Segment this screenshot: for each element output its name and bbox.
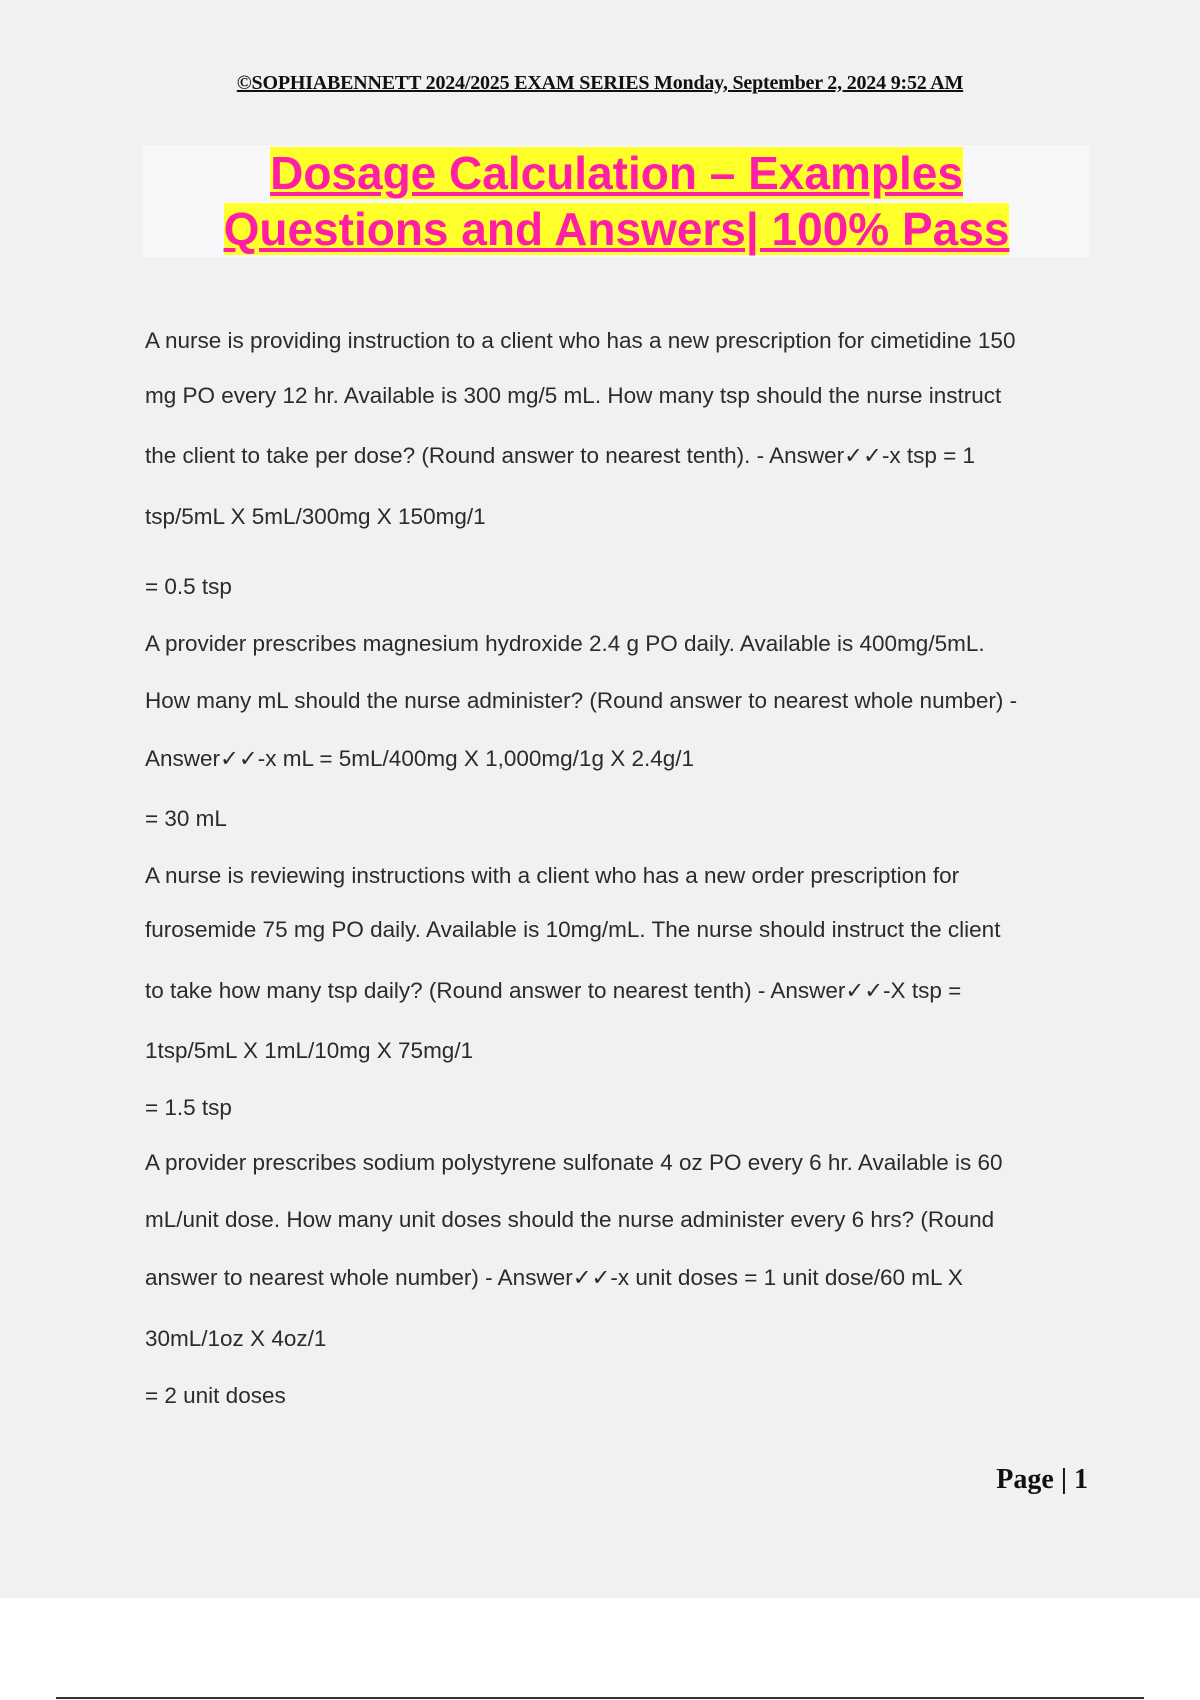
question-2-line-3: Answer✓✓-x mL = 5mL/400mg X 1,000mg/1g X 2.4g/1 xyxy=(145,746,695,771)
question-4-line-2: mL/unit dose. How many unit doses should the nurse administer every 6 hrs? (Round xyxy=(145,1207,995,1232)
question-2-line-1: A provider prescribes magnesium hydroxide 2.4 g PO daily. Available is 400mg/5mL. xyxy=(145,631,985,656)
question-1-line-2: mg PO every 12 hr. Available is 300 mg/5 mL. How many tsp should the nurse instruct xyxy=(145,383,1002,408)
answer-3-result: = 1.5 tsp xyxy=(145,1095,232,1120)
answer-4-result: = 2 unit doses xyxy=(145,1383,286,1408)
question-3-line-1: A nurse is reviewing instructions with a client who has a new order prescription for xyxy=(145,863,960,888)
document-title xyxy=(143,145,1090,257)
question-3-line-3: to take how many tsp daily? (Round answer to nearest tenth) - Answer✓✓-X tsp = xyxy=(145,978,962,1003)
question-3-line-2: furosemide 75 mg PO daily. Available is 10mg/mL. The nurse should instruct the client xyxy=(145,917,1001,942)
question-3-line-4: 1tsp/5mL X 1mL/10mg X 75mg/1 xyxy=(145,1038,474,1063)
answer-1-result: = 0.5 tsp xyxy=(145,574,232,599)
question-4-line-3: answer to nearest whole number) - Answer✓✓-x unit doses = 1 unit dose/60 mL X xyxy=(145,1265,963,1290)
exam-series-header: ©SOPHIABENNETT 2024/2025 EXAM SERIES Monday, September 2, 2024 9:52 AM xyxy=(236,72,964,94)
answer-2-result: = 30 mL xyxy=(145,806,227,831)
page-number: Page | 1 xyxy=(996,1464,1088,1495)
question-1-line-4: tsp/5mL X 5mL/300mg X 150mg/1 xyxy=(145,504,486,529)
title-line-1: Dosage Calculation – Examples xyxy=(270,147,963,199)
question-1-line-3: the client to take per dose? (Round answer to nearest tenth). - Answer✓✓-x tsp = 1 xyxy=(145,443,976,468)
question-4-line-4: 30mL/1oz X 4oz/1 xyxy=(145,1326,327,1351)
question-1-line-1: A nurse is providing instruction to a client who has a new prescription for cimetidine 150 xyxy=(145,328,1016,353)
page-divider xyxy=(56,1697,1144,1699)
title-line-2: Questions and Answers| 100% Pass xyxy=(223,203,1010,255)
question-2-line-2: How many mL should the nurse administer? (Round answer to nearest whole number) - xyxy=(145,688,1018,713)
question-4-line-1: A provider prescribes sodium polystyrene sulfonate 4 oz PO every 6 hr. Available is 60 xyxy=(145,1150,1003,1175)
